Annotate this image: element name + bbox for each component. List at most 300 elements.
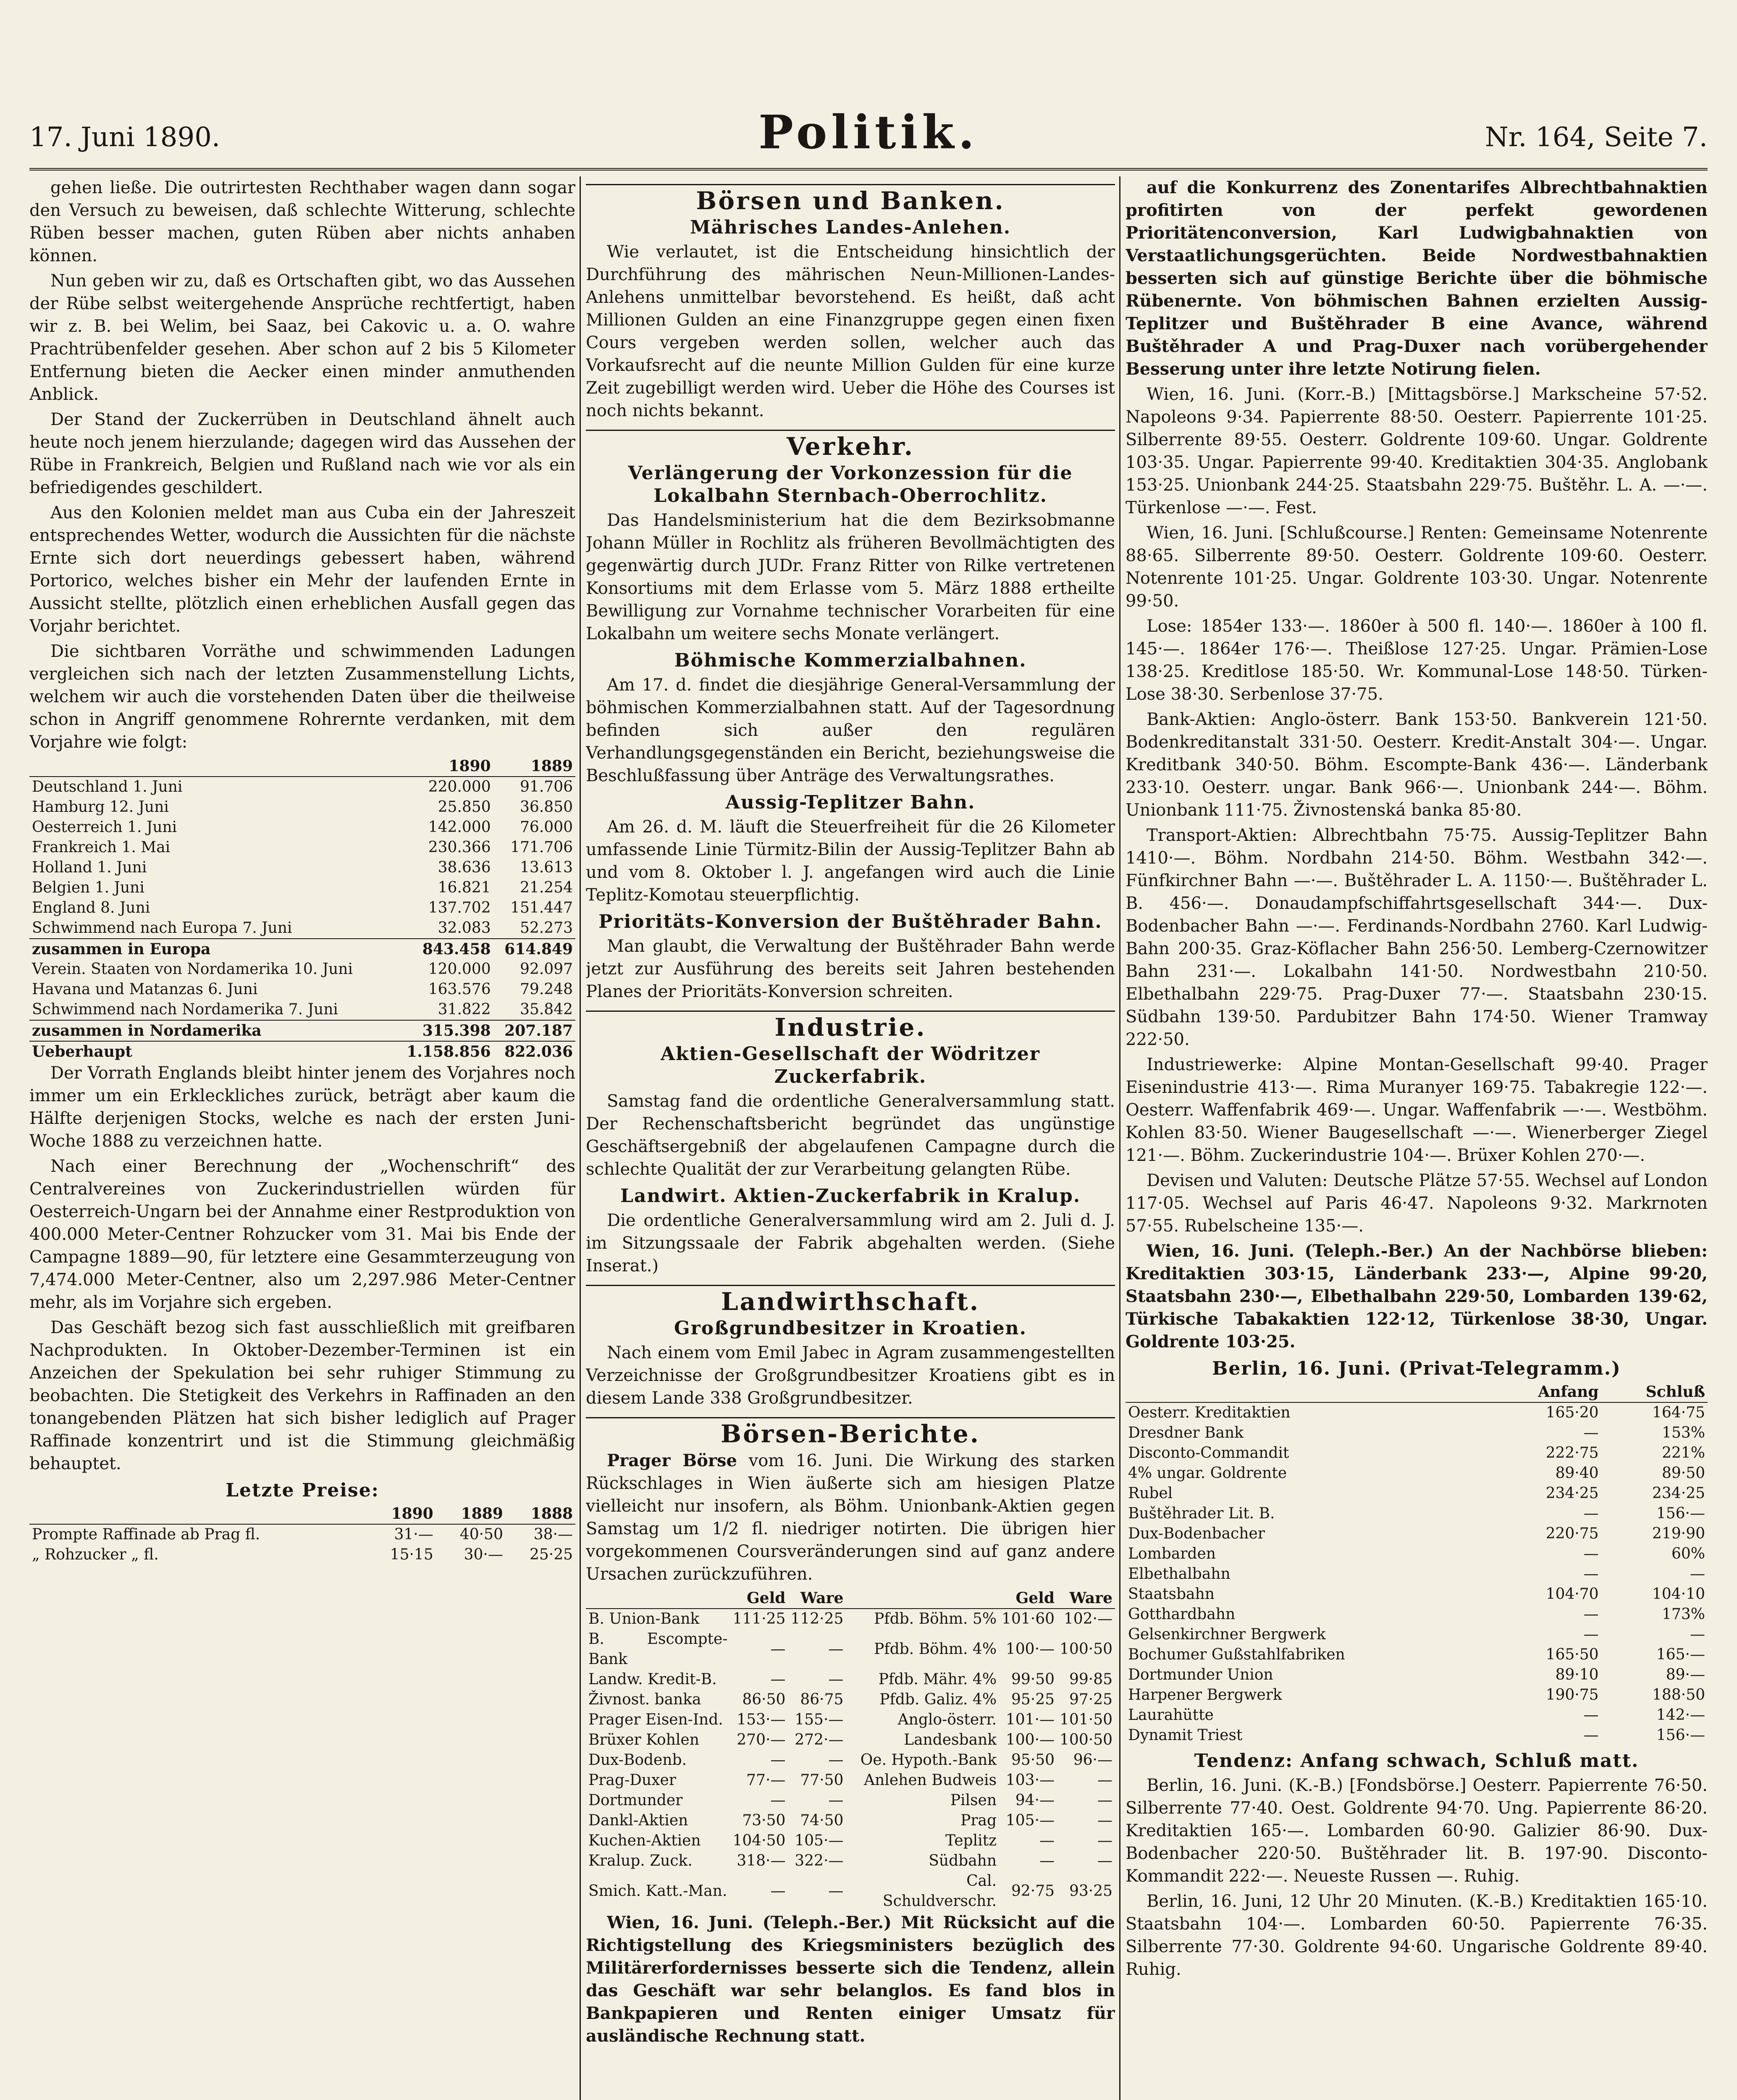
table-cell: — <box>770 1882 786 1900</box>
paragraph: Der Stand der Zuckerrüben in Deutschland ähnelt auch heute noch jenem hierzulande; dagegen wird das Aussehen der Rübe in Frankreich, Belgien und Rußland nach wie vor als ein befriedigendes geschildert. <box>29 410 575 497</box>
table-row <box>1126 1524 1708 1544</box>
table-row <box>1126 1725 1708 1746</box>
table-cell: 843.458 <box>394 939 493 959</box>
table-cell: 89·50 <box>1661 1465 1705 1482</box>
table-row <box>1126 1443 1708 1463</box>
table-cell: 112·25 <box>790 1610 844 1628</box>
table-cell: Belgien 1. Juni <box>32 879 144 896</box>
table-cell: Oe. Hypoth.-Bank <box>860 1751 997 1769</box>
paragraph: Samstag fand die ordentliche Generalversammlung statt. Der Rechenschaftsbericht begründet das ungünstige Geschäftsergebniß der abgelaufenen Campagne durch die schlechte Qualität der zur Verarbeitung gelangten Rübe. <box>586 1092 1115 1179</box>
table-cell: Pilsen <box>950 1792 997 1809</box>
paragraph: Wie verlautet, ist die Entscheidung hinsichtlich der Durchführung des mährischen Neun-Millionen-Landes-Anlehens unmittelbar bevorstehend. Es heißt, daß acht Millionen Gulden an eine Finanzgruppe gegen einen fixen Cours vergeben werden sollen, welcher auch das Vorkaufsrecht auf die neunte Million Gulden für eine kurze Zeit zugebilligt werden wird. Ueber die Höhe des Courses ist noch nichts bekannt. <box>586 242 1115 420</box>
table-row <box>586 1790 1115 1811</box>
table-cell: 315.398 <box>394 1020 493 1041</box>
article-heading: Aussig-Teplitzer Bahn. <box>725 792 976 813</box>
table-cell: 219·90 <box>1652 1525 1705 1542</box>
table-cell: Živnost. banka <box>588 1691 701 1708</box>
table-row <box>586 1730 1115 1750</box>
article-heading: Böhmische Kommerzialbahnen. <box>674 650 1027 671</box>
article-heading: Großgrundbesitzer in Kroatien. <box>674 1318 1027 1339</box>
table-cell: 100·50 <box>1060 1731 1113 1748</box>
paragraph: Lose: 1854er 133·—. 1860er à 500 fl. 140·—. 1860er à 100 fl. 145·—. 1864er 176·—. Theißlose 127·25. Ungar. Prämien-Lose 138·25. Kreditlose 185·50. Wr. Kommunal-Lose 148·50. Türken-Lose 38·30. Serbenlose 37·75. <box>1126 617 1708 704</box>
table-header-cell: 1889 <box>436 1504 506 1524</box>
paragraph <box>586 1449 1115 1586</box>
table-cell: Rubel <box>1128 1485 1173 1502</box>
table-row <box>29 1524 575 1545</box>
table-cell: 91.706 <box>520 778 573 795</box>
table-cell: 92.097 <box>520 961 573 978</box>
table-cell: 104·70 <box>1545 1586 1599 1603</box>
table-cell: Oesterr. Kreditaktien <box>1128 1404 1291 1421</box>
table-cell: — <box>1097 1772 1113 1789</box>
table-cell: 101·60 <box>1002 1610 1055 1628</box>
table-cell: 220.000 <box>428 778 491 795</box>
section-heading: Börsen-Berichte. <box>586 1417 1115 1445</box>
table-row <box>1126 1402 1708 1423</box>
paragraph: Devisen und Valuten: Deutsche Plätze 57·55. Wechsel auf London 117·05. Wechsel auf Paris 46·47. Napoleons 9·32. Markrnoten 57·55. Rubelscheine 135·—. <box>1126 1171 1708 1236</box>
table-cell: Ueberhaupt <box>29 1041 394 1062</box>
paragraph: Aus den Kolonien meldet man aus Cuba ein der Jahreszeit entsprechendes Wetter, wodurch die Aussichten für die nächste Ernte sich dort neuerdings gebessert haben, während Portorico, welches bisher ein Mehr der laufenden Ernte in Aussicht stellte, plötzlich einen erheblichen Ausfall gegen das Vorjahr berichtet. <box>29 503 575 636</box>
lead-in: Prager Börse <box>607 1451 737 1470</box>
table-cell: 171.706 <box>510 839 573 856</box>
table-cell: Lombarden <box>1128 1545 1216 1562</box>
table-cell: 95·50 <box>1011 1751 1055 1769</box>
table-cell: Gelsenkirchner Bergwerk <box>1128 1626 1326 1643</box>
table-row <box>1126 1564 1708 1584</box>
paragraph: Am 17. d. findet die diesjährige General-Versammlung der böhmischen Kommerzialbahnen statt. Auf der Tagesordnung befinden sich außer den regulären Verhandlungsgegenständen ein Bericht, beziehungsweise die Beschlußfassung über Anträge des Verwaltungsrathes. <box>586 675 1115 785</box>
table-cell: 105·— <box>1005 1812 1055 1829</box>
table-cell: 234·25 <box>1652 1485 1705 1502</box>
paragraph: Transport-Aktien: Albrechtbahn 75·75. Aussig-Teplitzer Bahn 1410·—. Böhm. Nordbahn 214·50. Böhm. Westbahn 342·—. Fünfkirchner Bahn —·—. Buštěhrader L. A. 1150·—. Buštěhrader L. B. 456·—. Donaudampfschiffahrtsgesellschaft 344·—. Dux-Bodenbacher Bahn —·—. Ferdinands-Nordbahn 2760. Karl Ludwig-Bahn 200·35. Graz-Köflacher Bahn 256·50. Lemberg-Czernowitzer Bahn 231·—. Lokalbahn 141·50. Nordwestbahn 210·50. Elbethalbahn 229·75. Prag-Duxer 77·—. Staatsbahn 230·15. Südbahn 139·50. Pardubitzer Bahn 174·50. Wiener Tramway 222·50. <box>1126 826 1708 1049</box>
table-cell: Smich. Katt.-Man. <box>588 1882 727 1900</box>
column-1 <box>29 176 575 2100</box>
table-row <box>1126 1625 1708 1645</box>
table-cell: 30·— <box>464 1546 503 1563</box>
table-cell: 92·75 <box>1011 1882 1055 1900</box>
table-cell: 155·— <box>795 1711 844 1728</box>
table-cell: 60% <box>1671 1545 1705 1562</box>
table-row <box>29 837 575 858</box>
table-cell: 156·— <box>1656 1505 1705 1522</box>
table-cell: 153·— <box>737 1711 786 1728</box>
table-cell: 86·50 <box>742 1691 786 1708</box>
table-header-cell: Geld <box>999 1588 1057 1609</box>
table-cell: 36.850 <box>520 798 573 816</box>
table-cell: — <box>1583 1545 1599 1562</box>
table-cell: — <box>770 1751 786 1769</box>
table-cell: England 8. Juni <box>32 899 150 916</box>
table-cell: 220·75 <box>1545 1525 1599 1542</box>
table-cell: 234·25 <box>1545 1485 1599 1502</box>
table-cell: — <box>1583 1565 1599 1583</box>
table-cell: — <box>1039 1852 1055 1869</box>
table-cell: Hamburg 12. Juni <box>32 798 169 816</box>
table-cell: 221% <box>1662 1444 1705 1462</box>
table-cell: Teplitz <box>945 1832 997 1849</box>
table-cell: — <box>828 1882 844 1900</box>
table-header-cell: 1890 <box>366 1504 436 1524</box>
paragraph-text: vom 16. Juni. Die Wirkung des starken Rückschlages in Wien äußerte sich am hiesigen Platze vielleicht nur insofern, als Böhm. Unionbank-Aktien gegen Samstag um 1/2 fl. niedriger notirten. Die übrigen hier vorgekommenen Coursveränderungen sind auf ganz andere Ursachen zurückzuführen. <box>586 1451 1115 1584</box>
table-header-cell: Anfang <box>1493 1382 1601 1402</box>
berlin-title: Berlin, 16. Juni. (Privat-Telegramm.) <box>1212 1358 1621 1379</box>
paragraph: Die sichtbaren Vorräthe und schwimmenden Ladungen vergleichen sich nach der letzten Zusammenstellung Lichts, welchem wir auch die vorstehenden Daten über die theilweise schon in Angriff genommene Rohrernte verdanken, mit dem Vorjahre wie folgt: <box>29 642 575 752</box>
table-cell: Kralup. Zuck. <box>588 1852 693 1869</box>
table-row <box>586 1609 1115 1629</box>
table-row <box>29 777 575 797</box>
table-cell: Laurahütte <box>1128 1706 1214 1724</box>
table-cell: 173% <box>1662 1606 1705 1623</box>
table-cell: 16.821 <box>438 879 491 896</box>
table-row <box>1126 1584 1708 1604</box>
table-cell: Dortmunder Union <box>1128 1666 1273 1683</box>
table-cell: Dynamit Triest <box>1128 1727 1243 1744</box>
paragraph: auf die Konkurrenz des Zonentarifes Albrechtbahnaktien profitirten von der perfekt gewordenen Prioritätenconversion, Karl Ludwigbahnaktien von Verstaatlichungsgerüchten. Beide Nordwestbahnaktien besserten sich auf günstige Berichte über die böhmische Rübenernte. Von böhmischen Bahnen erzielten Aussig-Teplitzer und Buštěhrader B eine Avance, während Buštěhrader A und Prag-Duxer nach vorübergehender Besserung unter ihre letzte Notirung fielen. <box>1126 178 1708 379</box>
prices-title: Letzte Preise: <box>226 1480 379 1501</box>
table-cell: 89·40 <box>1555 1465 1599 1482</box>
section-heading: Landwirthschaft. <box>586 1285 1115 1313</box>
paragraph: Wien, 16. Juni. (Teleph.-Ber.) An der Nachbörse blieben: Kreditaktien 303·15, Länderbank 233·—, Alpine 99·20, Staatsbahn 230·—, Elbethalbahn 229·50, Lombarden 139·62, Türkische Tabakaktien 122·12, Türkenlose 38·30, Ungar. Goldrente 103·25. <box>1126 1241 1708 1352</box>
table-header-cell <box>29 756 394 777</box>
table-cell: zusammen in Europa <box>29 939 394 959</box>
table-cell: Dux-Bodenbacher <box>1128 1525 1265 1542</box>
table-cell: — <box>1583 1606 1599 1623</box>
table-row <box>29 898 575 918</box>
table-cell: 230.366 <box>428 839 491 856</box>
column-rule <box>580 176 581 2100</box>
table-cell: Harpener Bergwerk <box>1128 1686 1282 1704</box>
table-cell: 163.576 <box>428 981 491 998</box>
table-header-cell: Ware <box>788 1588 846 1609</box>
table-cell: 614.849 <box>493 939 575 959</box>
table-cell: Verein. Staaten von Nordamerika 10. Juni <box>32 961 353 978</box>
table-cell: — <box>1097 1832 1113 1849</box>
table-cell: 97·25 <box>1069 1691 1113 1708</box>
table-cell: 101·— <box>1005 1711 1055 1728</box>
table-row <box>1126 1544 1708 1564</box>
table-cell: — <box>828 1671 844 1688</box>
prague-quotes-table <box>586 1588 1115 1911</box>
paragraph: Industriewerke: Alpine Montan-Gesellschaft 99·40. Prager Eisenindustrie 413·—. Rima Muranyer 169·75. Tabakregie 122·—. Oesterr. Waffenfabrik 469·—. Ungar. Waffenfabrik —·—. Westböhm. Kohlen 83·50. Wiener Baugesellschaft —·—. Wienerberger Ziegel 121·—. Böhm. Zuckerindustrie 104·—. Brüxer Kohlen 270·—. <box>1126 1055 1708 1165</box>
table-cell: B. Escompte-Bank <box>588 1630 728 1668</box>
article-heading: Verlängerung der Vorkonzession für die Lokalbahn Sternbach-Oberrochlitz. <box>628 462 1073 507</box>
table-cell: — <box>1039 1832 1055 1849</box>
table-cell: 207.187 <box>493 1020 575 1041</box>
table-cell: Buštěhrader Lit. B. <box>1128 1505 1275 1522</box>
article-heading: Prioritäts-Konversion der Buštěhrader Bahn. <box>598 911 1102 932</box>
table-cell: Elbethalbahn <box>1128 1565 1231 1583</box>
table-cell: Havana und Matanzas 6. Juni <box>32 981 258 998</box>
table-cell: Dux-Bodenb. <box>588 1751 687 1769</box>
table-cell: 156·— <box>1656 1727 1705 1744</box>
table-cell: 4% ungar. Goldrente <box>1128 1465 1287 1482</box>
table-header-cell: Schluß <box>1601 1382 1708 1402</box>
table-row <box>586 1811 1115 1831</box>
table-cell: 322·— <box>795 1852 844 1869</box>
table-cell: — <box>1583 1626 1599 1643</box>
table-cell: 165·50 <box>1545 1646 1599 1663</box>
table-cell: 100·— <box>1005 1731 1055 1748</box>
table-cell: 25.850 <box>438 798 491 816</box>
table-cell: Dortmunder <box>588 1792 683 1809</box>
table-row <box>1126 1665 1708 1685</box>
table-row <box>29 858 575 878</box>
table-cell: 190·75 <box>1545 1686 1599 1704</box>
table-row <box>586 1710 1115 1730</box>
header-section-title: Politik. <box>758 105 979 159</box>
table-cell: 822.036 <box>493 1041 575 1062</box>
table-cell: Schwimmend nach Nordamerika 7. Juni <box>32 1001 338 1018</box>
table-cell: zusammen in Nordamerika <box>29 1020 394 1041</box>
table-cell: 104·50 <box>732 1832 786 1849</box>
table-header-cell <box>1126 1382 1493 1402</box>
table-cell: Pfdb. Böhm. 4% <box>874 1641 997 1658</box>
table-cell: 25·25 <box>529 1546 573 1563</box>
table-cell: 15·15 <box>390 1546 433 1563</box>
paragraph: Wien, 16. Juni. (Korr.-B.) [Mittagsbörse.] Markscheine 57·52. Napoleons 9·34. Papierrente 88·50. Oesterr. Papierrente 101·25. Silberrente 89·55. Oesterr. Goldrente 109·60. Ungar. Goldrente 103·35. Ungar. Papierrente 99·40. Kreditaktien 304·35. Anglobank 153·25. Unionbank 244·25. Staatsbahn 229·75. Buštěhr. L. A. —·—. Türkenlose —·—. Fest. <box>1126 385 1708 517</box>
table-cell: 103·— <box>1005 1772 1055 1789</box>
paragraph: gehen ließe. Die outrirtesten Rechthaber wagen dann sogar den Versuch zu beweisen, daß schlechte Witterung, schlechte Rüben besser machen, guten Rüben aber nichts anhaben können. <box>29 178 575 265</box>
table-header-row <box>1126 1382 1708 1402</box>
paragraph: Man glaubt, die Verwaltung der Buštěhrader Bahn werde jetzt zur Ausführung des bereits seit Jahren bestehenden Planes der Prioritäts-Konversion schreiten. <box>586 937 1115 1001</box>
table-cell: 95·25 <box>1011 1691 1055 1708</box>
table-cell: 94·— <box>1015 1792 1055 1809</box>
table-cell: Deutschland 1. Juni <box>32 778 183 795</box>
table-cell: 73·50 <box>742 1812 786 1829</box>
table-cell: Cal. Schuldverschr. <box>882 1872 997 1910</box>
table-cell: 89·— <box>1666 1666 1705 1683</box>
table-cell: 111·25 <box>732 1610 786 1628</box>
table-row <box>1126 1504 1708 1524</box>
table-cell: — <box>828 1792 844 1809</box>
table-cell: — <box>828 1641 844 1658</box>
table-cell: — <box>770 1671 786 1688</box>
table-header-cell <box>29 1504 366 1524</box>
table-header-cell: 1890 <box>394 756 493 777</box>
table-cell: 13.613 <box>520 859 573 876</box>
paragraph: Berlin, 16. Juni, 12 Uhr 20 Minuten. (K.-B.) Kreditaktien 165·10. Staatsbahn 104·—. Lombarden 60·50. Papierrente 76·35. Silberrente 77·30. Goldrente 94·60. Ungarische Goldrente 89·40. Ruhig. <box>1126 1892 1708 1979</box>
table-row <box>586 1851 1115 1871</box>
paragraph: Das Handelsministerium hat die dem Bezirksobmanne Johann Müller in Rochlitz als früheren Bevollmächtigten des gegenwärtig durch JUDr. Franz Ritter von Rilke vertretenen Konsortiums mit dem Erlasse vom 5. März 1888 ertheilte Bewilligung zur Vornahme technischer Vorarbeiten für eine Lokalbahn um weitere sechs Monate verlängert. <box>586 511 1115 643</box>
table-row <box>29 797 575 817</box>
paragraph: Bank-Aktien: Anglo-österr. Bank 153·50. Bankverein 121·50. Bodenkreditanstalt 331·50. Oesterr. Kredit-Anstalt 304·—. Ungar. Kreditbank 340·50. Böhm. Escompte-Bank 436·—. Länderbank 233·10. Oesterr. ungar. Bank 966·—. Unionbank 244·—. Böhm. Unionbank 111·75. Živnostenská banka 85·80. <box>1126 710 1708 820</box>
table-row <box>1126 1705 1708 1725</box>
table-row <box>1126 1604 1708 1625</box>
table-row <box>29 918 575 939</box>
table-row <box>1126 1423 1708 1443</box>
table-cell: Oesterreich 1. Juni <box>32 819 177 836</box>
table-header-cell: 1889 <box>493 756 575 777</box>
table-cell: 165·20 <box>1545 1404 1599 1421</box>
table-cell: 99·50 <box>1011 1671 1055 1688</box>
table-cell: 79.248 <box>520 981 573 998</box>
table-row <box>29 817 575 837</box>
column-3 <box>1126 176 1708 2100</box>
table-row <box>586 1670 1115 1690</box>
section-heading: Industrie. <box>586 1011 1115 1039</box>
table-header-cell: Ware <box>1057 1588 1115 1609</box>
paragraph: Nach einem vom Emil Jabec in Agram zusammengestellten Verzeichnisse der Großgrundbesitzer Kroatiens gibt es in diesem Lande 338 Großgrundbesitzer. <box>586 1343 1115 1408</box>
table-cell: 104·10 <box>1652 1586 1705 1603</box>
header-issue: Nr. 164, Seite 7. <box>1485 122 1708 153</box>
paragraph: Berlin, 16. Juni. (K.-B.) [Fondsbörse.] Oesterr. Papierrente 76·50. Silberrente 77·40. Oest. Goldrente 94·70. Ung. Papierrente 86·20. Kreditaktien 165·—. Lombarden 60·90. Galizier 86·90. Dux-Bodenbacher 220·50. Buštěhrader lit. B. 197·90. Disconto-Kommandit 222·—. Neueste Russen —. Ruhig. <box>1126 1776 1708 1886</box>
page-header <box>29 105 1708 171</box>
table-cell: 99·85 <box>1069 1671 1113 1688</box>
table-row <box>29 979 575 1000</box>
table-cell: Staatsbahn <box>1128 1586 1215 1603</box>
article-heading: Aktien-Gesellschaft der Wödritzer Zuckerfabrik. <box>661 1043 1040 1087</box>
table-cell: 222·75 <box>1545 1444 1599 1462</box>
table-row <box>586 1690 1115 1710</box>
table-row <box>586 1750 1115 1770</box>
table-cell: Schwimmend nach Europa 7. Juni <box>32 919 292 937</box>
column-rule <box>1119 176 1120 2100</box>
paragraph: Das Geschäft bezog sich fast ausschließlich mit greifbaren Nachprodukten. In Oktober-Dezember-Terminen ist ein Anzeichen der Spekulation bei sehr ruhiger Stimmung zu beobachten. Die Stetigkeit des Verkehrs in Raffinaden an den tonangebenden Plätzen hat sich bisher lediglich auf Prager Raffinade konzentrirt und ist die Stimmung gleichmäßig behauptet. <box>29 1318 575 1473</box>
table-cell: 31.822 <box>438 1001 491 1018</box>
table-cell: Landesbank <box>904 1731 997 1748</box>
table-cell: 153% <box>1662 1424 1705 1441</box>
table-cell: Pfdb. Mähr. 4% <box>878 1671 997 1688</box>
article-heading: Landwirt. Aktien-Zuckerfabrik in Kralup. <box>620 1185 1081 1207</box>
table-cell: 105·— <box>795 1832 844 1849</box>
table-cell: 100·— <box>1005 1641 1055 1658</box>
table-row <box>1126 1483 1708 1504</box>
table-cell: 272·— <box>795 1731 844 1748</box>
table-row <box>29 1545 575 1565</box>
table-cell: 21.254 <box>520 879 573 896</box>
table-cell: 77·50 <box>800 1772 844 1789</box>
table-cell: 31·— <box>394 1526 433 1543</box>
table-cell: 96·— <box>1073 1751 1113 1769</box>
table-cell: Frankreich 1. Mai <box>32 839 171 856</box>
table-cell: B. Union-Bank <box>588 1610 700 1628</box>
table-row <box>586 1831 1115 1851</box>
table-cell: 74·50 <box>800 1812 844 1829</box>
column-2 <box>586 176 1115 2100</box>
table-cell: — <box>770 1792 786 1809</box>
article-heading: Mährisches Landes-Anlehen. <box>690 217 1011 238</box>
paragraph: Wien, 16. Juni. (Teleph.-Ber.) Mit Rücksicht auf die Richtigstellung des Kriegsministers bezüglich des Militärerfordernisses besserte sich die Tendenz, allein das Geschäft war sehr belanglos. Es fand blos in Bankpapieren und Renten einiger Umsatz für ausländische Rechnung statt. <box>586 1913 1115 2046</box>
table-header-cell <box>586 1588 730 1609</box>
table-cell: 32.083 <box>438 919 491 937</box>
table-cell: Prager Eisen-Ind. <box>588 1711 723 1728</box>
table-cell: — <box>770 1641 786 1658</box>
table-cell: Anlehen Budweis <box>864 1772 997 1789</box>
table-cell: Dresdner Bank <box>1128 1424 1244 1441</box>
table-row <box>1126 1463 1708 1483</box>
table-cell: — <box>1690 1565 1705 1583</box>
table-cell: 35.842 <box>520 1001 573 1018</box>
paragraph: Der Vorrath Englands bleibt hinter jenem des Vorjahres noch immer um ein Erkleckliches zurück, beträgt aber kaum die Hälfte derjenigen Stocks, welche es nach der ersten Juni-Woche 1888 zu verzeichnen hatte. <box>29 1063 575 1151</box>
berlin-quotes-table <box>1126 1382 1708 1746</box>
paragraph: Nach einer Berechnung der „Wochenschrift“ des Centralvereines von Zuckerindustriellen würden für Oesterreich-Ungarn bei der Annahme einer Restproduktion von 400.000 Meter-Centner Rohzucker vom 31. Mai bis Ende der Campagne 1889—90, für letztere eine Gesammterzeugung von 7,474.000 Meter-Centner, also um 2,297.986 Meter-Centner mehr, als im Vorjahre sich ergeben. <box>29 1157 575 1312</box>
table-cell: Prag-Duxer <box>588 1772 676 1789</box>
table-cell: 101·50 <box>1060 1711 1113 1728</box>
table-cell: 40·50 <box>459 1526 503 1543</box>
paragraph: Wien, 16. Juni. [Schlußcourse.] Renten: Gemeinsame Notenrente 88·65. Silberrente 89·50. Oesterr. Goldrente 109·60. Oesterr. Notenrente 101·25. Ungar. Goldrente 103·30. Ungar. Notenrente 99·50. <box>1126 523 1708 611</box>
table-cell: 38·— <box>533 1526 573 1543</box>
section-heading: Börsen und Banken. <box>586 184 1115 212</box>
table-row <box>586 1871 1115 1911</box>
table-cell: Gotthardbahn <box>1128 1606 1236 1623</box>
tendency-line: Tendenz: Anfang schwach, Schluß matt. <box>1194 1750 1639 1772</box>
table-cell: 1.158.856 <box>394 1041 493 1062</box>
table-header-row <box>586 1588 1115 1609</box>
table-cell: — <box>1583 1706 1599 1724</box>
table-cell: Brüxer Kohlen <box>588 1731 699 1748</box>
table-cell: — <box>1097 1792 1113 1809</box>
table-cell: 76.000 <box>520 819 573 836</box>
table-cell: Dankl-Aktien <box>588 1812 688 1829</box>
table-cell: 142.000 <box>428 819 491 836</box>
table-cell: — <box>828 1751 844 1769</box>
table-cell: — <box>1583 1727 1599 1744</box>
table-row <box>1126 1685 1708 1705</box>
paragraph: Die ordentliche Generalversammlung wird am 2. Juli d. J. im Sitzungssaale der Fabrik abgehalten werden. (Siehe Inserat.) <box>586 1211 1115 1276</box>
table-cell: Prompte Raffinade ab Prag fl. <box>32 1526 260 1543</box>
table-row <box>29 959 575 979</box>
table-row <box>29 878 575 898</box>
table-cell: 165·— <box>1656 1646 1705 1663</box>
table-cell: 77·— <box>746 1772 786 1789</box>
table-row <box>1126 1645 1708 1665</box>
table-cell: Disconto-Commandit <box>1128 1444 1289 1462</box>
table-row <box>586 1770 1115 1790</box>
paragraph: Am 26. d. M. läuft die Steuerfreiheit für die 26 Kilometer umfassende Linie Türmitz-Bilin der Aussig-Teplitzer Bahn ab und vom 8. Oktober l. J. angefangen wird auch die Linie Teplitz-Komotau steuerpflichtig. <box>586 817 1115 905</box>
table-cell: 86·75 <box>800 1691 844 1708</box>
table-cell: 38.636 <box>438 859 491 876</box>
table-cell: — <box>1690 1626 1705 1643</box>
table-cell: 270·— <box>737 1731 786 1748</box>
table-header-cell: Geld <box>730 1588 788 1609</box>
table-row <box>586 1629 1115 1670</box>
table-cell: 93·25 <box>1069 1882 1113 1900</box>
paragraph: Nun geben wir zu, daß es Ortschaften gibt, wo das Aussehen der Rübe selbst weitergehende Ansprüche rechtfertigt, haben wir z. B. bei Welim, bei Saaz, bei Cakovic u. a. O. wahre Prachtrübenfelder gesehen. Aber schon auf 2 bis 5 Kilometer Entfernung bieten die Aecker einen minder anmuthenden Anblick. <box>29 271 575 404</box>
table-cell: „ Rohzucker „ fl. <box>32 1546 159 1563</box>
table-header-cell: 1888 <box>506 1504 575 1524</box>
table-row <box>29 1000 575 1020</box>
table-cell: Landw. Kredit-B. <box>588 1671 717 1688</box>
table-cell: Pfdb. Böhm. 5% <box>874 1610 997 1628</box>
prices-table <box>29 1504 575 1565</box>
table-cell: — <box>1583 1424 1599 1441</box>
section-heading: Verkehr. <box>586 430 1115 458</box>
table-cell: 188·50 <box>1652 1686 1705 1704</box>
table-cell: 100·50 <box>1060 1641 1113 1658</box>
table-cell: 52.273 <box>520 919 573 937</box>
table-header-cell <box>846 1588 999 1609</box>
table-cell: — <box>1583 1505 1599 1522</box>
table-cell: 164·75 <box>1652 1404 1705 1421</box>
table-cell: 137.702 <box>428 899 491 916</box>
header-date: 17. Juni 1890. <box>29 122 220 153</box>
table-cell: — <box>1097 1812 1113 1829</box>
table-cell: Anglo-österr. <box>897 1711 997 1728</box>
table-cell: Kuchen-Aktien <box>588 1832 701 1849</box>
table-cell: Prag <box>960 1812 997 1829</box>
table-cell: 89·10 <box>1555 1666 1599 1683</box>
table-cell: 151.447 <box>510 899 573 916</box>
sugar-stock-table <box>29 756 575 1062</box>
table-cell: Pfdb. Galiz. 4% <box>879 1691 997 1708</box>
table-cell: Holland 1. Juni <box>32 859 147 876</box>
table-cell: Südbahn <box>929 1852 997 1869</box>
table-cell: 142·— <box>1656 1706 1705 1724</box>
table-cell: 318·— <box>737 1852 786 1869</box>
table-cell: Bochumer Gußstahlfabriken <box>1128 1646 1345 1663</box>
table-cell: 102·— <box>1063 1610 1113 1628</box>
table-cell: 120.000 <box>428 961 491 978</box>
table-cell: — <box>1097 1852 1113 1869</box>
